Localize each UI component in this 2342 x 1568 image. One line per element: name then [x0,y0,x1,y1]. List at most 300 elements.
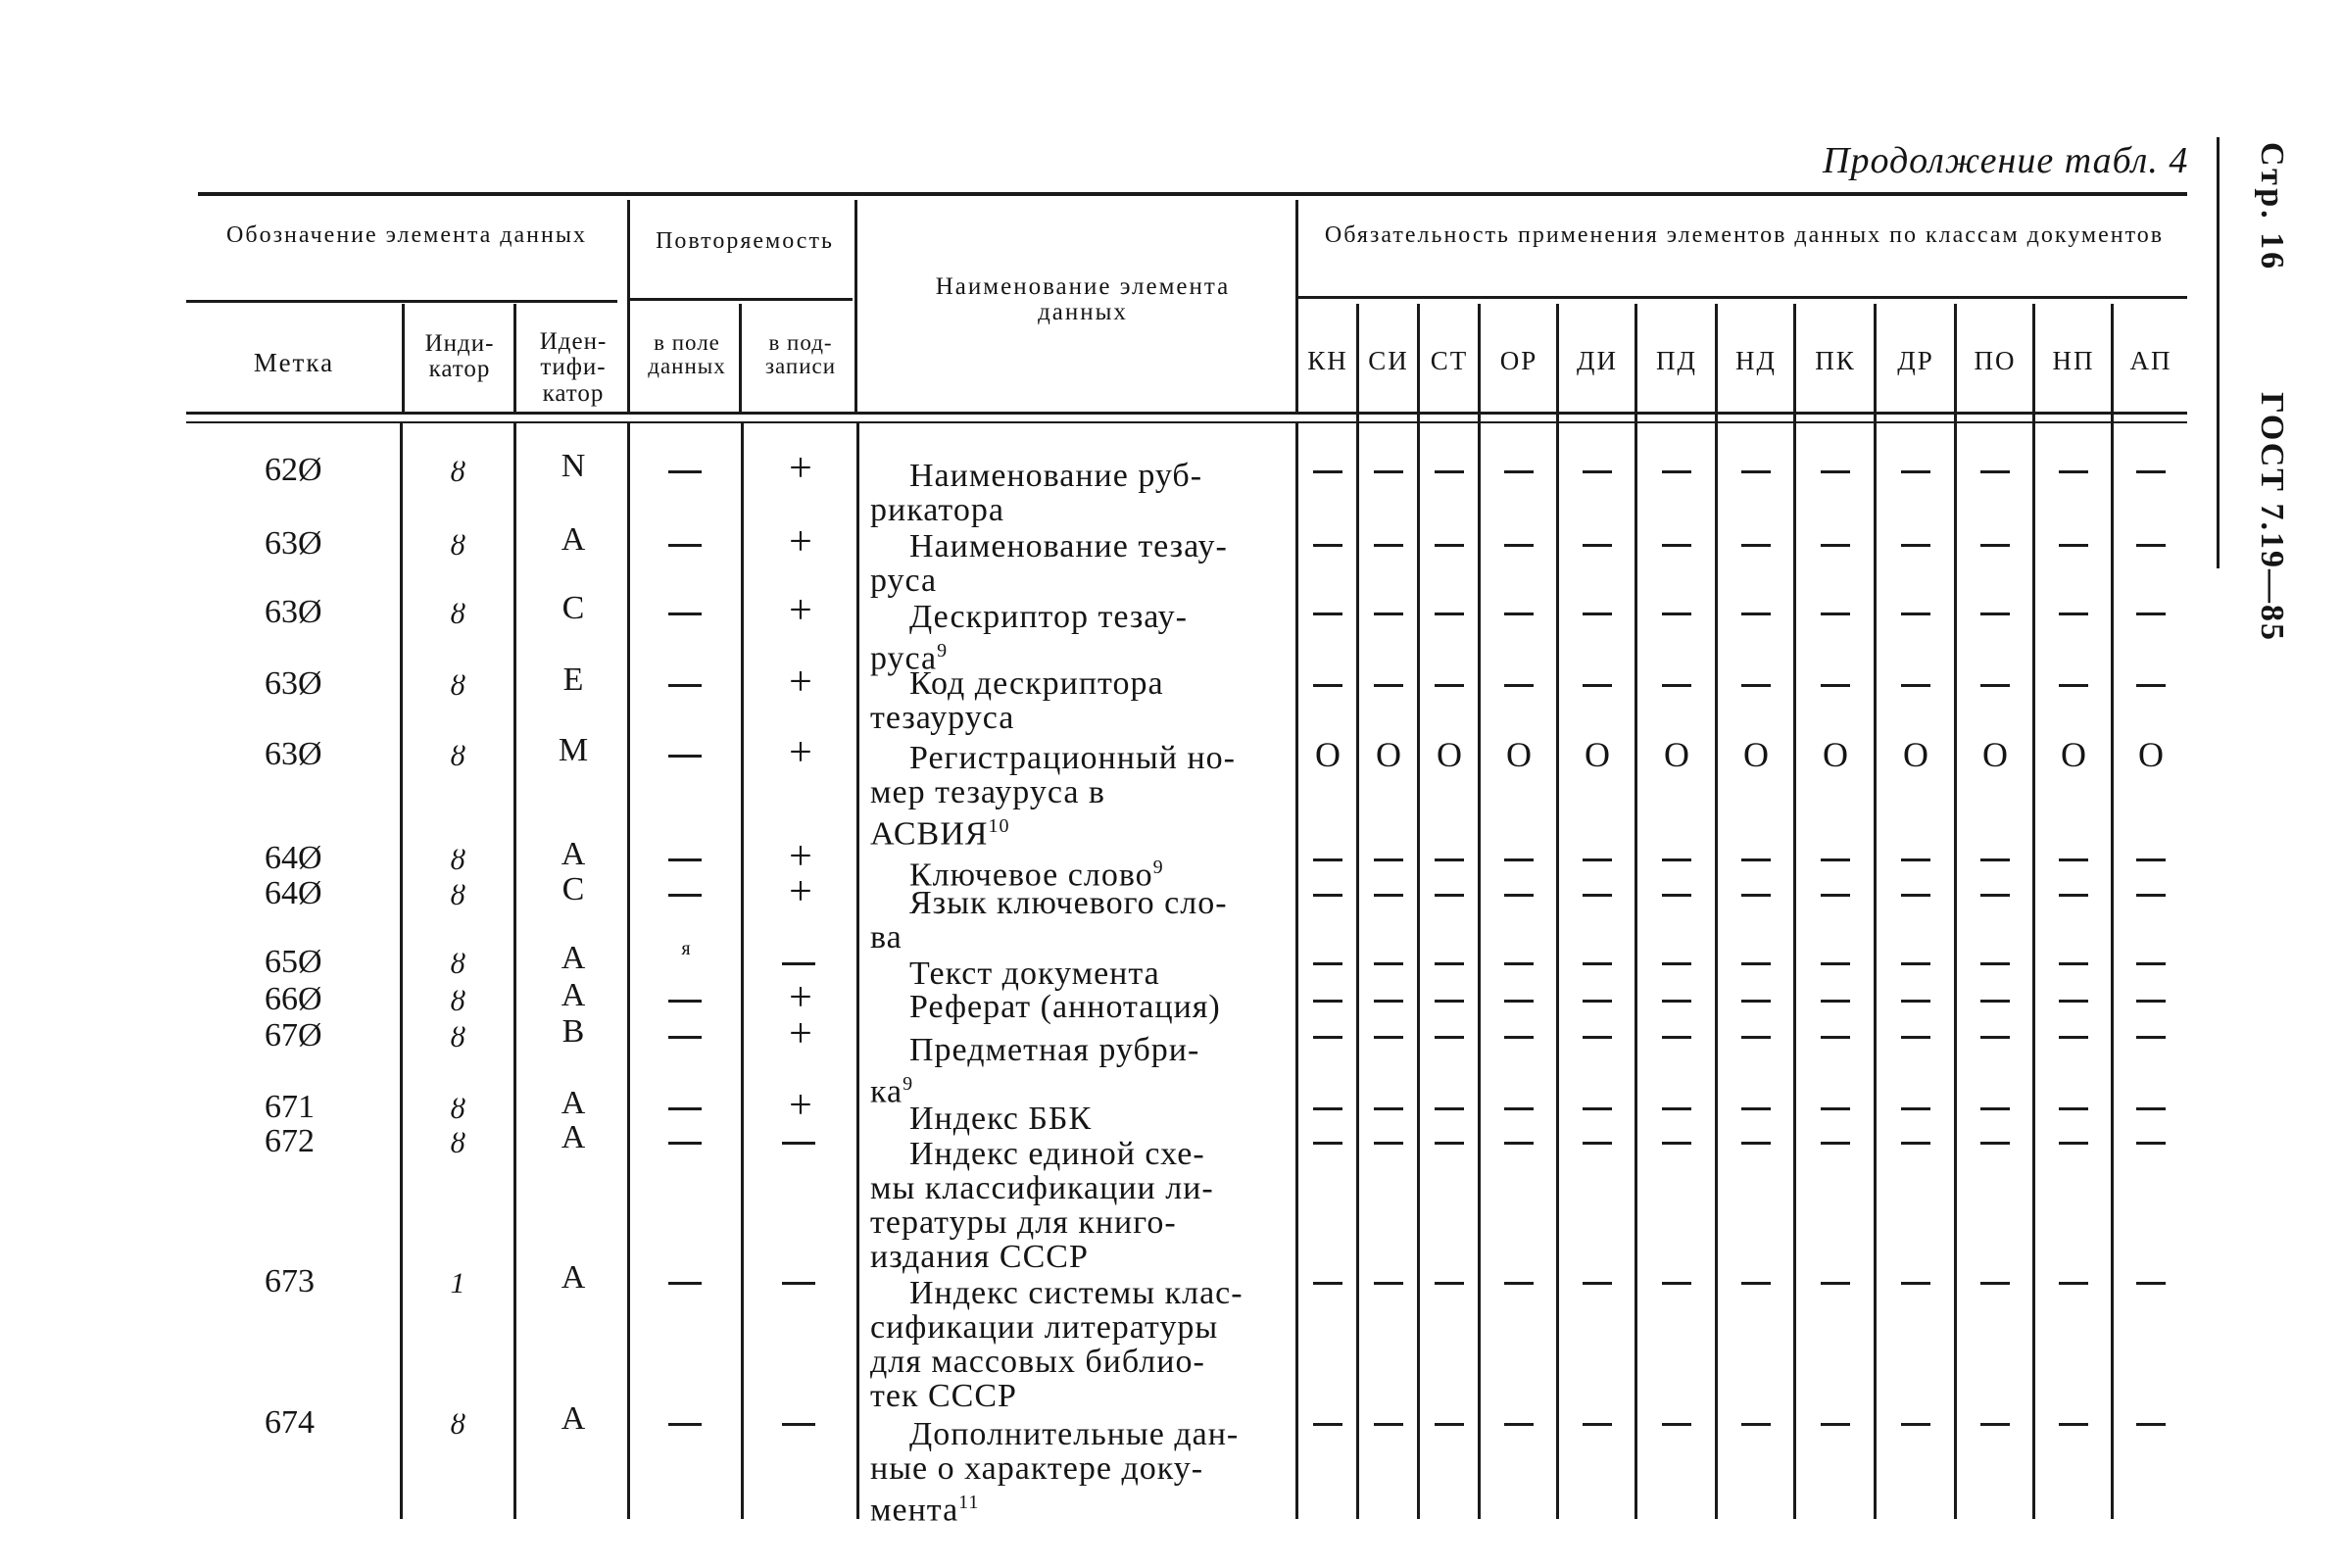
class-cell-dash [1662,544,1691,547]
row-indicator: ȣ [449,669,466,702]
class-cell: O [1664,735,1689,774]
row-identifier: N [561,448,586,484]
class-cell-dash [2059,470,2088,473]
class-cell-dash [1435,470,1464,473]
class-cell-dash [2136,684,2166,687]
class-cell-dash [1901,684,1930,687]
side-page-text: Стр. 16 [2254,142,2290,272]
class-cell-dash [1821,1000,1850,1003]
header-group-designation: Обозначение элемента данных [226,222,587,248]
class-cell-dash [1821,470,1850,473]
class-cell-dash [1374,962,1403,965]
row-name [870,666,1272,735]
class-cell-dash [1741,858,1771,861]
row-name-text: Язык ключевого сло- ва [870,885,1228,956]
row-name-text: Предметная рубри- ка [870,1032,1200,1110]
row-label: 62Ø [265,452,322,488]
class-cell-dash [1901,962,1930,965]
class-cell-dash [1741,1107,1771,1110]
row-label: 65Ø [265,944,322,980]
class-cell-dash [1980,1000,2010,1003]
class-header-NP: НП [2052,346,2095,375]
row-name-text: Наименование тезау- руса [870,528,1228,599]
row-in-field-dash [668,755,702,758]
class-cell-dash [1901,1142,1930,1145]
row-in-subfield: + [789,588,812,633]
class-cell-dash [2059,962,2088,965]
header-col-indicator: Инди- катор [424,330,495,383]
row-name [870,886,1272,955]
class-cell-dash [1435,1282,1464,1285]
class-cell-dash [2059,1000,2088,1003]
side-standard-code [2241,250,2290,642]
class-cell-dash [1741,1142,1771,1145]
row-label: 63Ø [265,525,322,562]
class-cell-dash [1901,1000,1930,1003]
group-rule-designation [186,300,617,303]
row-indicator: ȣ [449,740,466,772]
class-cell-dash [1901,1107,1930,1110]
class-cell-dash [1504,470,1534,473]
class-cell-dash [1374,1282,1403,1285]
class-cell-dash [2059,1282,2088,1285]
class-cell: O [1585,735,1610,774]
class-cell-dash [1901,1423,1930,1426]
row-name-text: Текст документа [909,956,1160,992]
class-cell-dash [1583,1107,1612,1110]
class-cell-dash [1901,544,1930,547]
class-cell-dash [1901,612,1930,615]
row-in-subfield: + [789,975,812,1020]
row-in-subfield: + [789,869,812,914]
class-cell-dash [1662,1107,1691,1110]
class-header-OR: ОР [1499,346,1538,375]
class-cell-dash [1980,1036,2010,1039]
row-label: 67Ø [265,1017,322,1054]
class-cell-dash [1583,684,1612,687]
class-cell-dash [1313,962,1342,965]
class-cell-dash [1583,1142,1612,1145]
class-cell-dash [1504,1142,1534,1145]
row-in-subfield-dash [782,962,815,965]
class-cell-dash [1821,894,1850,897]
class-cell-dash [1821,684,1850,687]
class-header-DI: ДИ [1577,346,1618,375]
side-standard-text: ГОСТ 7.19—85 [2254,392,2290,642]
row-in-field-dash [668,1142,702,1145]
class-cell-dash [1504,1000,1534,1003]
class-cell-dash [1980,544,2010,547]
row-in-subfield: + [789,519,812,564]
class-cell-dash [1583,1282,1612,1285]
row-identifier: A [561,940,586,976]
class-header-ST: СТ [1430,346,1469,375]
row-in-subfield: + [789,446,812,491]
row-indicator: ȣ [449,1127,466,1159]
class-cell-dash [1741,684,1771,687]
row-label: 64Ø [265,840,322,876]
row-identifier: A [561,836,586,872]
class-cell-dash [1662,1282,1691,1285]
class-cell-dash [2136,470,2166,473]
row-label: 63Ø [265,736,322,772]
row-name-text: Индекс ББК [909,1101,1093,1137]
row-in-subfield: + [789,1083,812,1128]
header-col-in-field: в поле данных [648,330,726,379]
row-name-text: Регистрационный но- мер тезауруса в АСВИЯ [870,740,1236,853]
class-cell-dash [1504,1423,1534,1426]
row-name-text: Реферат (аннотация) [909,989,1221,1025]
class-cell-dash [1741,962,1771,965]
row-label: 672 [265,1123,315,1159]
class-cell-dash [1662,858,1691,861]
row-indicator: ȣ [449,456,466,488]
class-cell-dash [1821,544,1850,547]
class-cell-dash [1504,1036,1534,1039]
class-header-PK: ПК [1815,346,1856,375]
row-indicator: ȣ [449,948,466,980]
row-identifier: E [562,662,584,698]
row-identifier: C [561,590,585,626]
class-cell-dash [1313,1282,1342,1285]
class-cell-dash [1980,1282,2010,1285]
row-identifier: A [561,977,586,1013]
class-cell-dash [1583,1423,1612,1426]
class-cell-dash [1980,1107,2010,1110]
class-cell-dash [1980,894,2010,897]
class-cell-dash [1583,858,1612,861]
class-cell: O [2061,735,2086,774]
class-cell-dash [1313,894,1342,897]
class-cell-dash [1741,544,1771,547]
row-identifier: A [561,1400,586,1437]
row-indicator: ȣ [449,1093,466,1125]
class-cell-dash [1313,684,1342,687]
class-header-PD: ПД [1656,346,1697,375]
row-in-field-dash [668,894,702,897]
class-cell-dash [1435,544,1464,547]
row-label: 63Ø [265,594,322,630]
class-cell-dash [1313,1423,1342,1426]
row-in-field: я [681,938,691,959]
class-cell-dash [1821,1036,1850,1039]
row-in-field-dash [668,684,702,687]
class-cell-dash [1662,612,1691,615]
class-cell-dash [1980,1142,2010,1145]
row-identifier: A [561,1259,586,1296]
row-indicator: ȣ [449,879,466,911]
row-in-field-dash [668,544,702,547]
row-in-subfield: + [789,730,812,775]
class-cell: O [2138,735,2164,774]
row-name-footnote: 11 [958,1492,980,1513]
class-cell-dash [1741,612,1771,615]
class-cell-dash [1504,684,1534,687]
class-cell-dash [1313,858,1342,861]
row-name [870,1137,1272,1274]
class-cell-dash [1374,544,1403,547]
class-cell-dash [1741,1000,1771,1003]
class-cell-dash [1374,1036,1403,1039]
row-in-field-dash [668,1107,702,1110]
class-cell-dash [2136,544,2166,547]
row-label: 66Ø [265,981,322,1017]
row-indicator: ȣ [449,1408,466,1441]
table-continuation-caption: Продолжение табл. 4 [1823,140,2189,181]
row-name-footnote: 9 [903,1073,914,1095]
class-cell-dash [1313,1036,1342,1039]
class-cell-dash [1313,612,1342,615]
row-label: 64Ø [265,875,322,911]
row-in-subfield-dash [782,1423,815,1426]
class-cell-dash [1901,470,1930,473]
row-in-field-dash [668,1036,702,1039]
class-cell-dash [1583,612,1612,615]
class-cell-dash [1435,894,1464,897]
row-name-text: Наименование руб- рикатора [870,458,1203,528]
row-name-text: Индекс системы клас- сификации литературы для массовых библио- тек СССР [870,1275,1244,1414]
row-in-subfield: + [789,660,812,705]
class-cell-dash [1435,1423,1464,1426]
side-running-header [2217,137,2305,642]
class-cell-dash [2059,1142,2088,1145]
class-cell-dash [1662,894,1691,897]
class-cell-dash [2059,1036,2088,1039]
row-name [870,990,1272,1024]
row-in-field-dash [668,1423,702,1426]
class-cell-dash [1374,858,1403,861]
class-cell-dash [1741,1282,1771,1285]
class-header-SI: СИ [1368,346,1409,375]
row-name [870,1102,1272,1136]
class-cell-dash [1821,612,1850,615]
class-header-KN: КН [1307,346,1348,375]
class-cell-dash [1980,1423,2010,1426]
class-cell-dash [1583,470,1612,473]
class-cell-dash [1662,684,1691,687]
class-cell-dash [2059,612,2088,615]
class-cell-dash [2136,1282,2166,1285]
class-cell-dash [1435,858,1464,861]
row-indicator: ȣ [449,598,466,630]
row-identifier: B [561,1013,585,1050]
class-cell-dash [2059,684,2088,687]
row-in-subfield-dash [782,1282,815,1285]
table-top-rule [198,192,2187,196]
class-header-PO: ПО [1974,346,2017,375]
class-cell-dash [1435,1107,1464,1110]
row-name-footnote: 9 [937,640,949,662]
class-cell-dash [1504,962,1534,965]
row-name [870,459,1272,527]
class-cell-dash [1662,1142,1691,1145]
class-cell-dash [1435,1142,1464,1145]
class-cell-dash [1313,544,1342,547]
row-identifier: A [561,1085,586,1121]
row-indicator: ȣ [449,529,466,562]
row-label: 674 [265,1404,315,1441]
class-cell-dash [1821,858,1850,861]
class-cell-dash [1662,1000,1691,1003]
row-identifier: A [561,521,586,558]
class-cell-dash [1435,612,1464,615]
class-cell-dash [2059,858,2088,861]
class-cell-dash [2136,1036,2166,1039]
class-header-ND: НД [1735,346,1777,375]
class-cell: O [1506,735,1532,774]
class-cell-dash [1374,1142,1403,1145]
class-cell-dash [1741,894,1771,897]
class-cell-dash [1504,894,1534,897]
class-cell-dash [1901,1036,1930,1039]
class-cell-dash [1662,470,1691,473]
row-name [870,1033,1272,1108]
row-identifier: A [561,1119,586,1155]
row-in-field-dash [668,1282,702,1285]
row-name [870,600,1272,675]
row-in-subfield: + [789,1011,812,1056]
header-group-obligation: Обязательность применения элементов данных по классам документов [1324,222,2165,248]
class-cell-dash [1583,1000,1612,1003]
class-cell-dash [1374,894,1403,897]
class-cell-dash [1741,1423,1771,1426]
header-bottom-rule-2 [186,421,2187,423]
class-cell-dash [1980,962,2010,965]
header-col-identifier: Иден- тифи- катор [539,328,608,407]
row-identifier: C [561,871,585,907]
class-cell: O [1437,735,1462,774]
class-cell-dash [1583,962,1612,965]
row-in-field-dash [668,470,702,473]
class-cell-dash [1741,470,1771,473]
row-name [870,529,1272,598]
row-label: 671 [265,1089,315,1125]
class-cell-dash [2136,858,2166,861]
class-cell-dash [2136,1107,2166,1110]
row-indicator: ȣ [449,1021,466,1054]
class-cell-dash [1504,1282,1534,1285]
class-cell-dash [1980,858,2010,861]
class-cell-dash [1313,1142,1342,1145]
header-col-name: Наименование элемента данных [935,273,1231,326]
class-cell-dash [1741,1036,1771,1039]
class-cell-dash [1821,962,1850,965]
row-indicator: ȣ [449,844,466,876]
class-cell-dash [1374,612,1403,615]
class-cell-dash [1504,544,1534,547]
class-cell-dash [1662,962,1691,965]
class-cell-dash [1980,470,2010,473]
class-cell-dash [1435,1036,1464,1039]
class-cell-dash [1374,684,1403,687]
row-name [870,956,1272,991]
class-cell: O [1982,735,2008,774]
class-cell-dash [2136,1142,2166,1145]
class-cell-dash [2059,1107,2088,1110]
class-cell-dash [1504,612,1534,615]
row-label: 63Ø [265,665,322,702]
class-cell-dash [1504,1107,1534,1110]
row-in-field-dash [668,858,702,861]
row-name-text: Ключевое слово [909,857,1153,894]
class-cell-dash [1374,1000,1403,1003]
row-identifier: M [558,732,589,768]
row-in-subfield-dash [782,1142,815,1145]
class-cell-dash [1980,612,2010,615]
row-label: 673 [265,1263,315,1299]
class-cell-dash [1583,894,1612,897]
class-cell-dash [1821,1423,1850,1426]
class-cell-dash [1435,684,1464,687]
class-cell-dash [1374,1107,1403,1110]
class-cell-dash [1313,470,1342,473]
class-cell: O [1315,735,1341,774]
row-name-text: Дескриптор тезау- руса [870,599,1188,677]
row-name-text: Индекс единой схе- мы классификации ли- тературы для книго- издания СССР [870,1136,1214,1275]
header-col-label: Метка [253,348,335,377]
row-name-footnote: 9 [1152,857,1164,878]
class-cell: O [1823,735,1848,774]
class-cell-dash [2136,1000,2166,1003]
class-cell-dash [1662,1423,1691,1426]
row-name-text: Дополнительные дан- ные о характере доку- мента [870,1416,1240,1529]
row-indicator: ȣ [449,985,466,1017]
row-in-field-dash [668,1000,702,1003]
class-cell-dash [2059,894,2088,897]
row-in-field-dash [668,612,702,615]
row-name [870,741,1272,851]
class-cell-dash [1821,1142,1850,1145]
class-cell-dash [1504,858,1534,861]
class-header-DR: ДР [1897,346,1934,375]
group-rule-repeat [627,298,853,301]
header-group-repeat: Повторяемость [656,228,834,254]
class-cell-dash [1901,894,1930,897]
class-cell-dash [2059,1423,2088,1426]
class-cell-dash [1374,1423,1403,1426]
class-cell-dash [2136,612,2166,615]
class-cell-dash [1435,1000,1464,1003]
class-cell-dash [1583,1036,1612,1039]
row-name-text: Код дескриптора тезауруса [870,665,1164,736]
class-cell-dash [1374,470,1403,473]
class-cell-dash [1901,858,1930,861]
class-cell-dash [2136,894,2166,897]
class-cell-dash [1662,1036,1691,1039]
header-col-in-subfield: в под- записи [764,330,837,379]
class-cell-dash [1980,684,2010,687]
class-cell-dash [1821,1282,1850,1285]
class-cell-dash [1435,962,1464,965]
class-cell: O [1376,735,1401,774]
row-name [870,1276,1272,1413]
row-indicator: 1 [450,1267,465,1299]
class-header-AP: АП [2129,346,2172,375]
class-cell-dash [1821,1107,1850,1110]
row-name [870,1417,1272,1527]
row-name-footnote: 10 [988,815,1010,837]
class-cell-dash [2136,962,2166,965]
class-cell-dash [1313,1107,1342,1110]
class-cell-dash [1313,1000,1342,1003]
row-in-subfield: + [789,834,812,879]
header-bottom-rule [186,412,2187,415]
class-cell: O [1743,735,1769,774]
class-cell-dash [2059,544,2088,547]
group-rule-obligation [1295,296,2187,299]
class-cell-dash [1901,1282,1930,1285]
class-cell: O [1903,735,1928,774]
